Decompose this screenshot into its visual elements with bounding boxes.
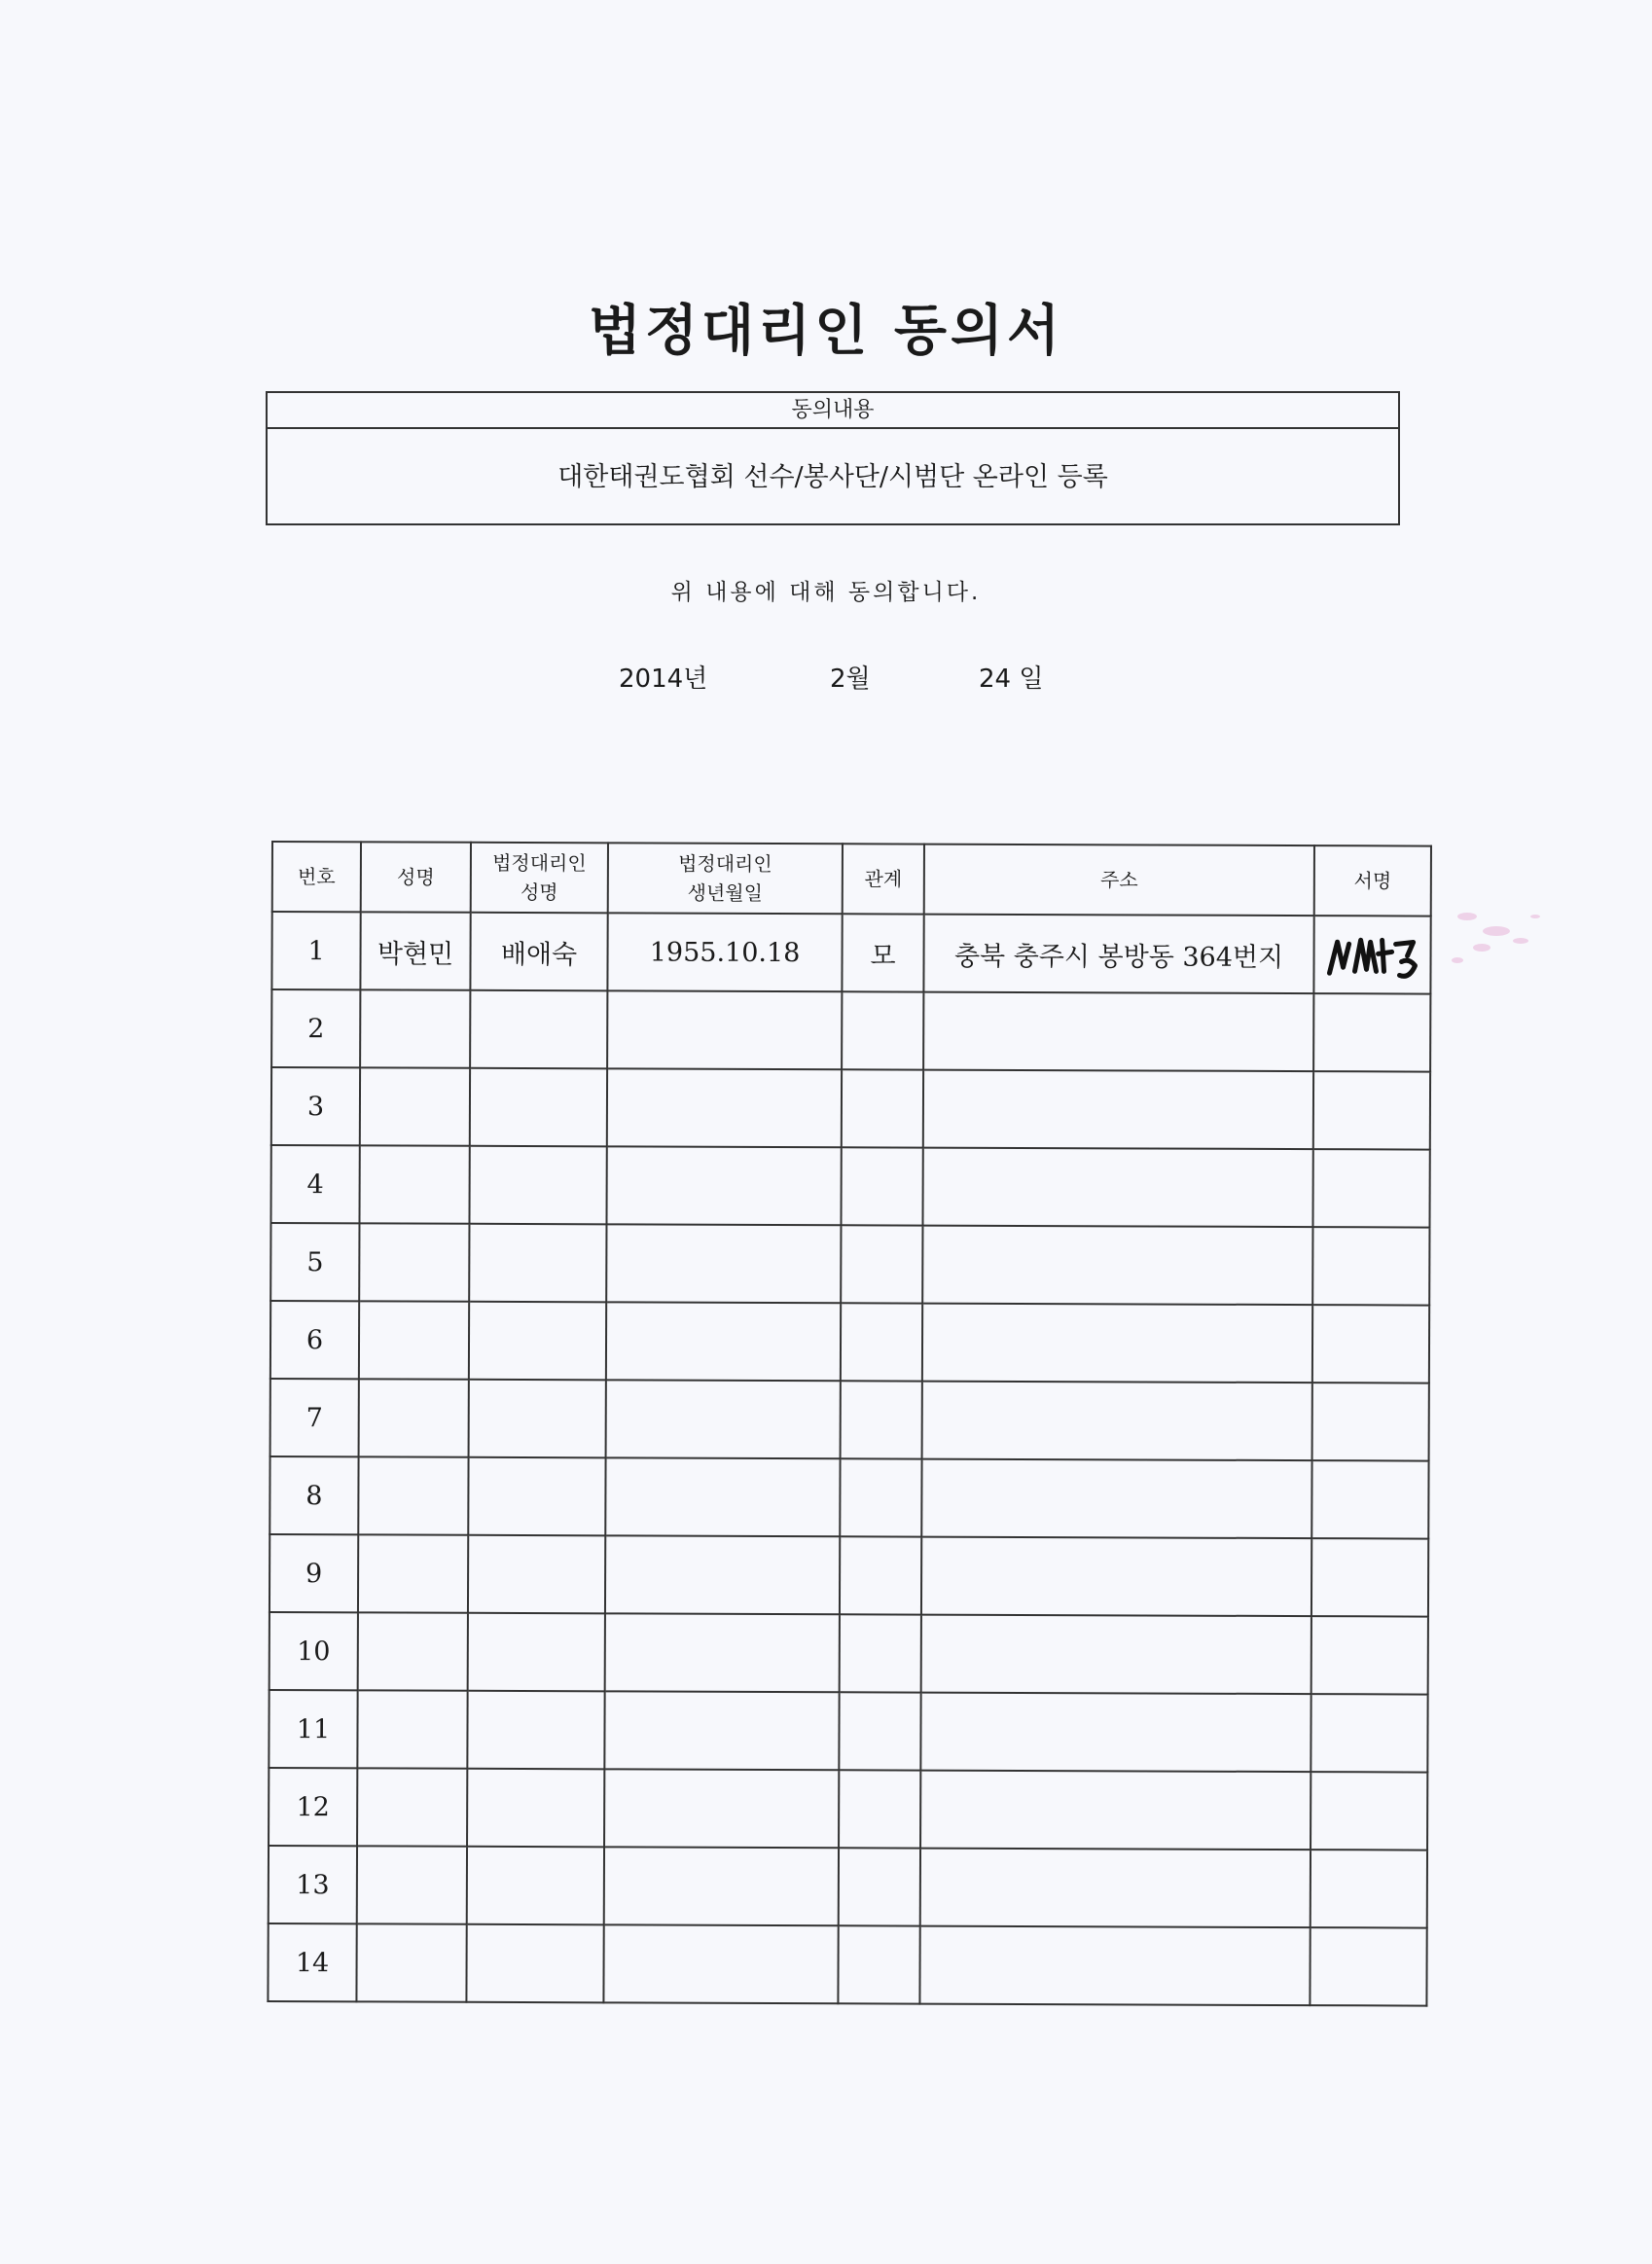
- table-row: [269, 1612, 1428, 1695]
- cell-no: 9: [269, 1534, 358, 1612]
- cell-relation: [841, 1147, 922, 1225]
- cell-rep-birth: [606, 1146, 841, 1225]
- cell-signature: [1311, 1694, 1427, 1772]
- cell-no: 11: [269, 1690, 357, 1768]
- table-row: [270, 1301, 1429, 1384]
- cell-address: [922, 1382, 1312, 1461]
- header-rep-birth: [608, 843, 843, 914]
- cell-signature: [1312, 1149, 1429, 1227]
- cell-rep-birth: 1955.10.18: [607, 913, 842, 991]
- stamp-smudge: [1428, 887, 1564, 994]
- cell-name: [359, 1145, 469, 1223]
- cell-address: [920, 1693, 1311, 1773]
- cell-rep-birth: [607, 1068, 842, 1147]
- cell-rep-birth: [605, 1457, 840, 1536]
- table-header-row: [272, 842, 1431, 916]
- header-signature: 서명: [1314, 845, 1431, 916]
- cell-rep-name: [466, 1924, 603, 2003]
- cell-address: [922, 1148, 1312, 1228]
- cell-name: [357, 1846, 467, 1923]
- cell-rep-birth: [606, 1380, 841, 1458]
- cell-address: [919, 1926, 1310, 2006]
- cell-name: [359, 1379, 469, 1456]
- representative-table: [267, 841, 1432, 2007]
- cell-relation: [839, 1770, 920, 1848]
- cell-name: [358, 1534, 468, 1612]
- cell-rep-name: [470, 1068, 607, 1147]
- cell-no: 12: [269, 1768, 357, 1846]
- cell-relation: [842, 991, 923, 1069]
- cell-address: [923, 1070, 1313, 1150]
- cell-name: [358, 1456, 468, 1534]
- table-row: [269, 1690, 1427, 1773]
- cell-rep-birth: [604, 1769, 839, 1848]
- cell-relation: [841, 1303, 922, 1381]
- cell-relation: [840, 1458, 921, 1536]
- header-rep-name-line2: 성명: [520, 880, 558, 905]
- table-row: [269, 1534, 1428, 1617]
- header-rep-name-line1: 법정대리인: [492, 850, 587, 876]
- table-row: [269, 1456, 1428, 1539]
- consent-header: 동의내용: [268, 393, 1398, 429]
- cell-no: 4: [270, 1145, 359, 1223]
- cell-rep-birth: [606, 1224, 841, 1303]
- table-row: [270, 1223, 1429, 1306]
- handwritten-signature: [1319, 922, 1424, 987]
- cell-no: 1: [271, 912, 360, 989]
- table-body: [268, 912, 1430, 2006]
- cell-name: [357, 1768, 467, 1846]
- cell-signature: [1312, 1383, 1429, 1460]
- header-rep-name: [471, 843, 608, 914]
- cell-signature: [1312, 1305, 1429, 1383]
- table-row: [269, 1768, 1427, 1851]
- cell-no: 8: [269, 1456, 358, 1534]
- consent-content: 대한태권도협회 선수/봉사단/시범단 온라인 등록: [557, 462, 1108, 492]
- cell-relation: [841, 1225, 922, 1303]
- cell-name: [359, 1301, 469, 1379]
- cell-address: [921, 1615, 1311, 1695]
- cell-no: 14: [268, 1923, 356, 2001]
- date-year: 2014년: [619, 665, 708, 694]
- cell-relation: [839, 1692, 920, 1770]
- cell-no: 6: [270, 1301, 359, 1379]
- cell-relation: [839, 1848, 920, 1925]
- cell-rep-birth: [605, 1535, 840, 1614]
- cell-name: [356, 1923, 466, 2001]
- cell-signature: [1311, 1850, 1427, 1927]
- header-relation: 관계: [843, 844, 924, 914]
- cell-rep-name: [469, 1380, 606, 1458]
- cell-no: 5: [270, 1223, 359, 1301]
- cell-signature: [1311, 1538, 1428, 1616]
- cell-signature: [1311, 1616, 1428, 1694]
- cell-address: [921, 1537, 1311, 1617]
- table-row: [271, 989, 1430, 1072]
- cell-address: 충북 충주시 봉방동 364번지: [923, 915, 1313, 994]
- cell-signature: [1311, 1772, 1427, 1850]
- cell-relation: 모: [842, 914, 923, 991]
- cell-rep-birth: [603, 1924, 838, 2003]
- cell-address: [922, 1304, 1312, 1384]
- cell-rep-name: 배애숙: [470, 913, 607, 991]
- header-rep-birth-line2: 생년월일: [687, 880, 763, 905]
- cell-address: [920, 1771, 1311, 1851]
- cell-no: 2: [271, 989, 360, 1067]
- cell-name: [358, 1612, 468, 1690]
- cell-address: [920, 1849, 1311, 1928]
- cell-signature: [1313, 916, 1430, 993]
- cell-rep-birth: [605, 1613, 840, 1692]
- cell-rep-birth: [606, 1302, 841, 1381]
- cell-rep-name: [467, 1847, 604, 1925]
- cell-rep-name: [469, 1146, 606, 1225]
- cell-no: 7: [270, 1379, 359, 1456]
- cell-no: 13: [269, 1846, 357, 1923]
- page-title: 법정대리인 동의서: [588, 298, 1064, 363]
- cell-name: [360, 989, 470, 1067]
- cell-rep-birth: [604, 1691, 839, 1770]
- cell-no: 3: [271, 1067, 360, 1145]
- table-row: [270, 1145, 1429, 1228]
- cell-address: [923, 992, 1313, 1072]
- date-day: 24 일: [979, 665, 1044, 694]
- table-row: [271, 1067, 1430, 1150]
- cell-rep-birth: [607, 990, 842, 1069]
- cell-name: [360, 1067, 470, 1145]
- cell-signature: [1311, 1460, 1428, 1538]
- cell-rep-name: [469, 1302, 606, 1381]
- cell-relation: [840, 1536, 921, 1614]
- cell-relation: [838, 1925, 919, 2003]
- cell-rep-name: [470, 990, 607, 1069]
- cell-name: 박현민: [360, 912, 470, 989]
- cell-signature: [1310, 1927, 1426, 2005]
- cell-address: [922, 1226, 1312, 1306]
- cell-no: 10: [269, 1612, 358, 1690]
- cell-rep-name: [468, 1613, 605, 1692]
- cell-signature: [1313, 993, 1430, 1071]
- cell-rep-name: [468, 1457, 605, 1536]
- cell-signature: [1313, 1071, 1430, 1149]
- agreement-statement: 위 내용에 대해 동의합니다.: [670, 580, 982, 605]
- consent-content-box: [266, 391, 1400, 525]
- table-row: [268, 1923, 1426, 2006]
- cell-rep-name: [467, 1769, 604, 1848]
- cell-relation: [841, 1381, 922, 1458]
- cell-rep-name: [467, 1691, 604, 1770]
- cell-name: [357, 1690, 467, 1768]
- cell-address: [921, 1459, 1311, 1539]
- cell-signature: [1312, 1227, 1429, 1305]
- header-name: 성명: [361, 842, 471, 912]
- cell-rep-birth: [604, 1847, 839, 1925]
- date-month: 2월: [830, 665, 871, 694]
- table-row: [271, 912, 1430, 994]
- header-rep-birth-line1: 법정대리인: [678, 851, 772, 876]
- cell-rep-name: [469, 1224, 606, 1303]
- header-no: 번호: [272, 842, 361, 912]
- cell-rep-name: [468, 1535, 605, 1614]
- table-row: [269, 1846, 1427, 1928]
- cell-name: [359, 1223, 469, 1301]
- cell-relation: [842, 1069, 923, 1147]
- header-address: 주소: [924, 845, 1314, 916]
- cell-relation: [840, 1614, 921, 1692]
- table-row: [270, 1379, 1429, 1461]
